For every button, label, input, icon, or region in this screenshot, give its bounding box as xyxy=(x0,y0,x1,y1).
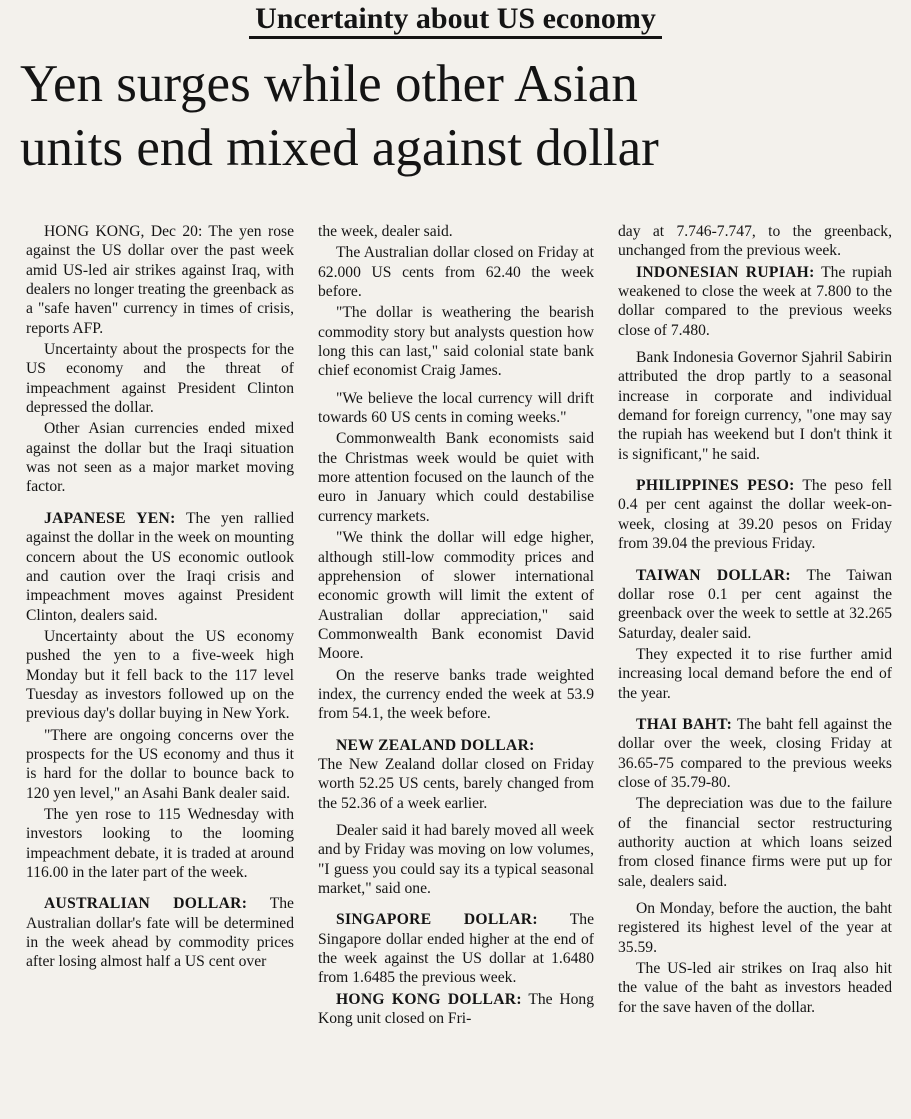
section-lead: HONG KONG DOLLAR: xyxy=(336,990,522,1008)
section-thai-baht xyxy=(618,715,892,792)
section-body: The New Zealand dollar closed on Friday worth 52.25 US cents, barely changed from the 52.36 of a week earlier. xyxy=(318,755,594,812)
section-body: The Australian dollar's fate will be determined in the week ahead by commodity prices after losing almost half a US cent over xyxy=(26,895,294,971)
section-new-zealand-dollar xyxy=(318,736,594,813)
section-taiwan-dollar xyxy=(618,566,892,643)
section-body: The Hong Kong unit closed on Fri- xyxy=(318,990,594,1028)
section-lead: INDONESIAN RUPIAH: xyxy=(636,263,815,281)
section-lead: PHILIPPINES PESO: xyxy=(636,477,795,495)
section-singapore-dollar xyxy=(318,910,594,987)
paragraph: Bank Indonesia Governor Sjahril Sabirin attributed the drop partly to a seasonal increase in corporate and individual demand for foreign currency, "one may say the rupiah has weekend but I don't think it is significant," he said. xyxy=(618,349,892,463)
paragraph: The depreciation was due to the failure of the financial sector restructuring authority auction at which loans seized from closed finance firms were put up for sale, dealers said. xyxy=(618,795,892,890)
section-lead: NEW ZEALAND DOLLAR: xyxy=(336,736,535,754)
paragraph: Uncertainty about the prospects for the US economy and the threat of impeachment against President Clinton depressed the dollar. xyxy=(26,341,294,417)
headline-line-2: units end mixed against dollar xyxy=(20,119,659,177)
section-australian-dollar xyxy=(26,894,294,971)
section-lead: TAIWAN DOLLAR: xyxy=(636,566,791,584)
article-column-2 xyxy=(318,222,594,1112)
headline xyxy=(20,52,900,180)
paragraph: Dealer said it had barely moved all week and by Friday was moving on low volumes, "I guess you could say its a typical seasonal market," said one. xyxy=(318,821,594,897)
section-lead: AUSTRALIAN DOLLAR: xyxy=(44,895,248,913)
article-column-1 xyxy=(26,222,294,1112)
kicker: Uncertainty about US economy xyxy=(249,2,662,39)
article-column-3 xyxy=(618,222,892,1112)
paragraph: On Monday, before the auction, the baht registered its highest level of the year at 35.59. xyxy=(618,900,892,956)
section-body: The rupiah weakened to close the week at 7.800 to the dollar compared to the previous weeks close of 7.480. xyxy=(618,263,892,339)
paragraph: "There are ongoing concerns over the prospects for the US economy and thus it is hard for the dollar to bounce back to 120 yen level," an Asahi Bank dealer said. xyxy=(26,726,294,802)
section-body: The yen rallied against the dollar in the week on mounting concern about the US economic outlook and caution over the Iraqi crisis and impeachment moves against President Clinton, dealers said. xyxy=(26,509,294,624)
section-body: The Taiwan dollar rose 0.1 per cent against the greenback over the week to settle at 32.265 Saturday, dealer said. xyxy=(618,566,892,642)
section-body: The Singapore dollar ended higher at the end of the week against the US dollar at 1.6480 from 1.6485 the previous week. xyxy=(318,911,594,987)
paragraph: HONG KONG, Dec 20: The yen rose against the US dollar over the past week amid US-led air strikes against Iraq, with dealers no longer treating the greenback as a "safe haven" currency in times of crisis, reports AFP. xyxy=(26,223,294,337)
paragraph: Uncertainty about the US economy pushed the yen to a five-week high Monday but it fell back to the 117 level Tuesday as investors followed up on the previous day's dollar buying in New York. xyxy=(26,627,294,723)
section-japanese-yen xyxy=(26,509,294,625)
paragraph: "The dollar is weathering the bearish commodity story but analysts question how long this can last," said colonial state bank chief economist Craig James. xyxy=(318,304,594,380)
section-lead: THAI BAHT: xyxy=(636,715,733,733)
paragraph: On the reserve banks trade weighted index, the currency ended the week at 53.9 from 54.1, the week before. xyxy=(318,666,594,723)
paragraph: the week, dealer said. xyxy=(318,223,453,240)
paragraph: "We think the dollar will edge higher, although still-low commodity prices and apprehension of slower international economic growth will limit the extent of Australian dollar appreciation," said Commonwealth Bank economist David Moore. xyxy=(318,529,594,663)
section-philippines-peso xyxy=(618,476,892,553)
paragraph: "We believe the local currency will drift towards 60 US cents in coming weeks." xyxy=(318,389,594,427)
paragraph: The Australian dollar closed on Friday at 62.000 US cents from 62.40 the week before. xyxy=(318,244,594,301)
section-body: The baht fell against the dollar over the week, closing Friday at 36.65-75 compared to the previous weeks close of 35.79-80. xyxy=(618,715,892,791)
kicker-wrap xyxy=(0,2,911,39)
section-lead: SINGAPORE DOLLAR: xyxy=(336,911,538,929)
paragraph: They expected it to rise further amid increasing local demand before the end of the year. xyxy=(618,645,892,702)
headline-line-1: Yen surges while other Asian xyxy=(20,55,638,113)
paragraph: The US-led air strikes on Iraq also hit the value of the baht as investors headed for the save haven of the dollar. xyxy=(618,960,892,1016)
section-hong-kong-dollar xyxy=(318,990,594,1029)
paragraph: Other Asian currencies ended mixed against the dollar but the Iraqi situation was not seen as a major market moving factor. xyxy=(26,420,294,496)
section-body: The peso fell 0.4 per cent against the dollar week-on-week, closing at 39.20 pesos on Friday from 39.04 the previous Friday. xyxy=(618,477,892,553)
paragraph: The yen rose to 115 Wednesday with investors looking to the looming impeachment debate, it is traded at around 116.00 in the later part of the week. xyxy=(26,805,294,881)
section-indonesian-rupiah xyxy=(618,263,892,340)
section-lead: JAPANESE YEN: xyxy=(44,509,176,527)
paragraph: day at 7.746-7.747, to the greenback, unchanged from the previous week. xyxy=(618,223,892,260)
paragraph: Commonwealth Bank economists said the Christmas week would be quiet with more attention focused on the launch of the euro in January which could destabilise currency markets. xyxy=(318,430,594,525)
